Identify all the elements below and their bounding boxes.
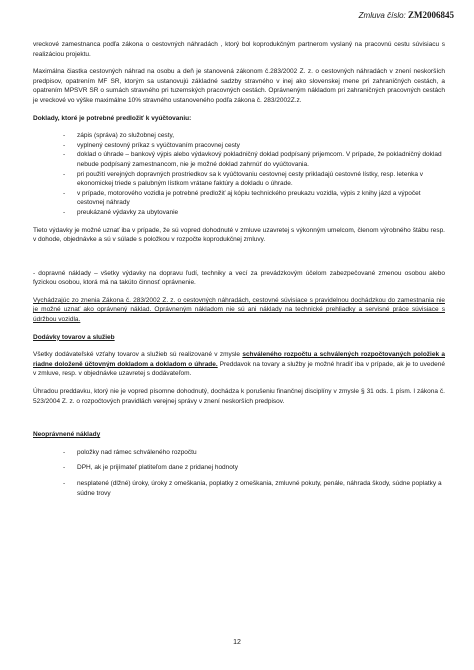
supplies-heading: Dodávky tovarov a služieb [33, 333, 115, 341]
contract-number-label: Zmluva číslo: [358, 11, 406, 20]
expenses-paragraph: Tieto výdavky je možné uznať iba v prípade, že sú vopred dohodnuté v zmluve uzavretej s výkonným umelcom, členom výrobného štábu resp. v dohode, objednávke a sú v súlade s položkou v rozpočte koprodukčnej zmluvy. [33, 226, 445, 244]
document-body [33, 40, 445, 506]
list-item: - doklad o úhrade – bankový výpis alebo výdavkový pokladničný doklad podpísaný prijemcom. V prípade, že pokladničný doklad nebude podpísaný zamestnancom, nie je možné doklad zahrnúť do vyúčtovania. [33, 150, 445, 169]
supplies-paragraph [33, 350, 445, 379]
list-item: - vyplnený cestovný príkaz s vyúčtovaním pracovnej cesty [33, 141, 445, 151]
list-item: - položky nad rámec schváleného rozpočtu [33, 448, 445, 458]
documents-list [33, 131, 445, 217]
documents-heading: Doklady, ktoré je potrebné predložiť k vyúčtovaniu: [33, 114, 192, 122]
transport-costs-paragraph: - dopravné náklady – všetky výdavky na dopravu ľudí, techniky a vecí za prevádzkovým účelom zabezpečované zmenou osobou alebo fyzickou osobou, ktorá má na takúto činnosť oprávnenie. [33, 269, 445, 287]
spacer [33, 414, 445, 430]
advance-payment-paragraph: Úhradou preddavku, ktorý nie je vopred písomne dohodnutý, dochádza k porušeniu finančnej disciplíny v zmysle § 31 ods. 1 písm. l zákona č. 523/2004 Z. z. o rozpočtových pravidlách verejnej správy v znení neskorších predpisov. [33, 388, 445, 405]
ineligible-costs-list [33, 448, 445, 498]
supplies-text-end: Preddavok na tovary a služby je možné hradiť iba v prípade, ak je to uvedené v zmluve, resp. v objednávke uzavretej s dodávateľom. [33, 360, 445, 378]
exception-paragraph: Vychádzajúc zo znenia Zákona č. 283/2002 Z. z. o cestovných náhradách, cestovné súvisiace s pravidelnou dochádzkou do zamestnania nie je možné uznať ako oprávnený náklad. Oprávneným nákladom nie sú ani náklady na technické prehliadky a servisné práce súvisiace s údržbou vozidla. [33, 296, 445, 324]
contract-number-value: ZM2006845 [408, 10, 454, 20]
page-number: 12 [233, 639, 241, 646]
list-item: - DPH, ak je prijímateľ platiteľom dane z pridanej hodnoty [33, 463, 445, 473]
ineligible-costs-heading: Neoprávnené náklady [33, 431, 101, 439]
list-item: - nesplatené (dlžné) úroky, úroky z omeškania, poplatky z omeškania, zmluvné pokuty, penále, náhrada škody, súdne poplatky a súdne trovy [33, 479, 445, 498]
max-amount-paragraph: Maximálna čiastka cestovných náhrad na osobu a deň je stanovená zákonom č.283/2002 Z. z. o cestovných náhradách v znení neskorších predpisov, opatrením MF SR, ktorým sa ustanovujú základné sadzby stravného v inej ako slovenskej mene pri zahraničných cestách, a opatrením MPSVR SR o sumách stravného pri tuzemských pracovných cestách. Oprávneným nákladom pri zahraničných pracovných cestách je vreckové vo výške maximálne 10% stravného ustanoveného podľa zákona č. 283/2002Z.z. [33, 68, 445, 104]
list-item: - preukázané výdavky za ubytovanie [33, 208, 445, 218]
list-item: - pri použití verejných dopravných prostriedkov sa k vyúčtovaniu cestovnej cesty prikladajú cestovné lístky, resp. letenka v ekonomickej triede s palubným lístkom vrátane faktúry a dokladu o úhrade. [33, 170, 445, 189]
contract-number-header [359, 10, 454, 20]
spacer [33, 253, 445, 269]
supplies-text-start: Všetky dodávateľské vzťahy tovarov a služieb sú realizované v zmysle [33, 351, 243, 359]
supplies-emphasis: schváleného rozpočtu a schválených rozpočtovaných položiek a riadne doloženě účtovným dokladom a dokladom o úhrade. [33, 351, 445, 368]
list-item: - v prípade, motorového vozidla je potrebné predložiť aj kópiu technického preukazu vozidla, výpis z knihy jázd a výpočet cestovnej náhrady [33, 189, 445, 208]
intro-paragraph: vreckové zamestnanca podľa zákona o cestovných náhradách , ktorý bol koprodukčným partnerom vyslaný na pracovnú cestu súvisiacu s realizáciou projektu. [33, 41, 445, 58]
list-item: - zápis (správa) zo služobnej cesty, [33, 131, 445, 141]
